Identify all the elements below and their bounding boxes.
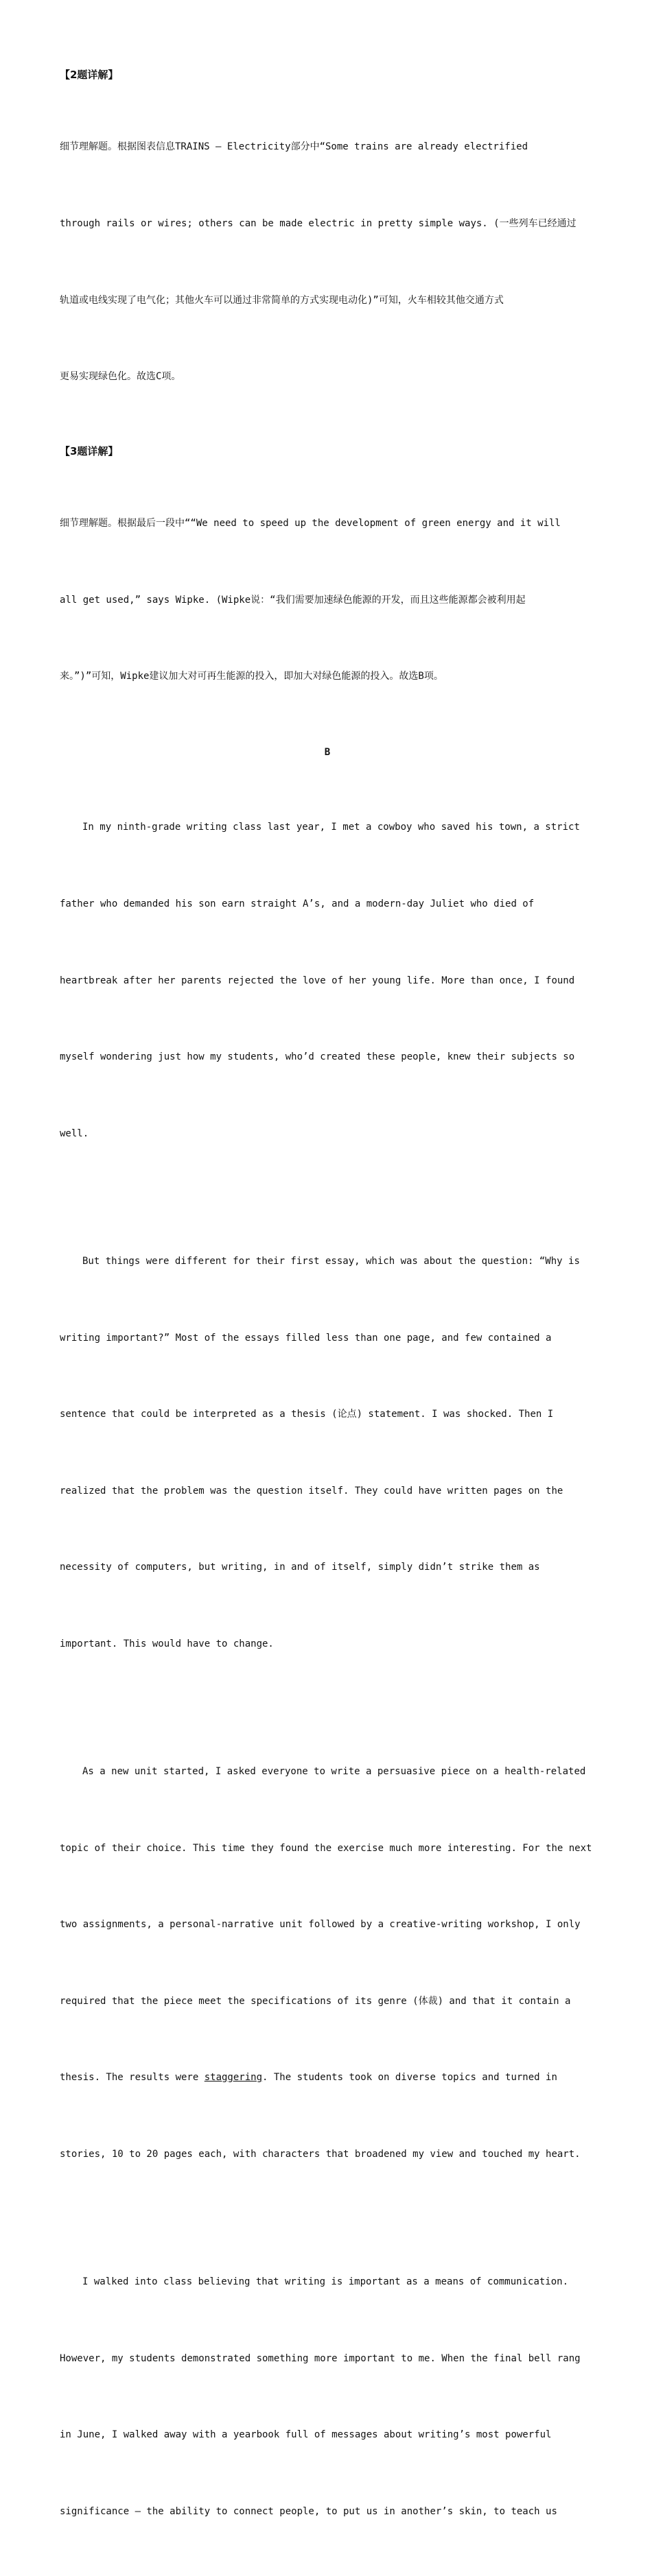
p3-line-4: required that the piece meet the specifications of its genre (体裁) and that it contain a xyxy=(60,1995,571,2007)
q2-heading: 【2题详解】 xyxy=(60,69,119,81)
p3-line-2: topic of their choice. This time they found the exercise much more interesting. For the next xyxy=(60,1842,592,1854)
p1-line-5: well. xyxy=(60,1128,89,1139)
q3-line-2: all get used,” says Wipke. (Wipke说：“我们需要加速绿色能源的开发，而且这些能源都会被利用起 xyxy=(60,594,526,606)
p4-line-4: significance — the ability to connect people, to put us in another’s skin, to teach us xyxy=(60,2505,557,2517)
q2-explanation xyxy=(60,84,595,441)
p4-line-2: However, my students demonstrated something more important to me. When the final bell rang xyxy=(60,2352,581,2364)
p2-line-1: But things were different for their first essay, which was about the question: “Why is xyxy=(82,1255,580,1267)
p2-line-6: important. This would have to change. xyxy=(60,1638,274,1649)
passage-b-paragraph-4 xyxy=(60,2219,595,2576)
p4-line-1: I walked into class believing that writing is important as a means of communication. xyxy=(82,2276,569,2288)
p1-line-2: father who demanded his son earn straight A’s, and a modern-day Juliet who died of xyxy=(60,898,535,910)
passage-b-title: B xyxy=(324,747,331,759)
p3-line-5-before: thesis. The results were xyxy=(60,2072,205,2084)
passage-b-paragraph-1 xyxy=(60,764,595,1197)
p1-line-1: In my ninth-grade writing class last year, I met a cowboy who saved his town, a strict xyxy=(82,822,580,833)
underlined-word: staggering xyxy=(204,2072,263,2084)
p2-line-2: writing important?” Most of the essays filled less than one page, and few contained a xyxy=(60,1332,552,1344)
p3-line-6: stories, 10 to 20 pages each, with characters that broadened my view and touched my heart. xyxy=(60,2149,581,2160)
q3-line-1: 细节理解题。根据最后一段中““We need to speed up the development of green energy and it will xyxy=(60,518,561,529)
document-page xyxy=(60,66,595,2576)
q3-line-3: 来。”)”可知，Wipke建议加大对可再生能源的投入，即加大对绿色能源的投入。故选B项。 xyxy=(60,671,443,682)
q3-heading: 【3题详解】 xyxy=(60,444,119,457)
p3-line-1: As a new unit started, I asked everyone to write a persuasive piece on a health-related xyxy=(82,1766,586,1777)
passage-b-paragraph-2 xyxy=(60,1198,595,1708)
p2-line-4: realized that the problem was the question itself. They could have written pages on the xyxy=(60,1485,563,1496)
p2-line-5: necessity of computers, but writing, in and of itself, simply didn’t strike them as xyxy=(60,1562,540,1573)
q2-line-1: 细节理解题。根据图表信息TRAINS — Electricity部分中“Some trains are already electrified xyxy=(60,141,528,153)
p1-line-4: myself wondering just how my students, who’d created these people, knew their subjects so xyxy=(60,1051,575,1063)
p1-line-3: heartbreak after her parents rejected the love of her young life. More than once, I found xyxy=(60,975,575,986)
q2-line-2: through rails or wires; others can be made electric in pretty simple ways. (一些列车已经通过 xyxy=(60,218,577,230)
p4-line-3: in June, I walked away with a yearbook full of messages about writing’s most powerful xyxy=(60,2429,552,2441)
p2-line-3: sentence that could be interpreted as a thesis (论点) statement. I was shocked. Then I xyxy=(60,1409,554,1420)
q3-explanation xyxy=(60,460,595,741)
p3-line-5 xyxy=(60,2065,595,2090)
p3-line-3: two assignments, a personal-narrative unit followed by a creative-writing workshop, I only xyxy=(60,1919,581,1931)
q2-line-4: 更易实现绿色化。故选C项。 xyxy=(60,371,181,383)
q2-line-3: 轨道或电线实现了电气化；其他火车可以通过非常简单的方式实现电动化)”可知，火车相较其他交通方式 xyxy=(60,294,504,306)
p3-line-5-after: . The students took on diverse topics and turned in xyxy=(262,2072,557,2084)
passage-b-paragraph-3 xyxy=(60,1708,595,2219)
